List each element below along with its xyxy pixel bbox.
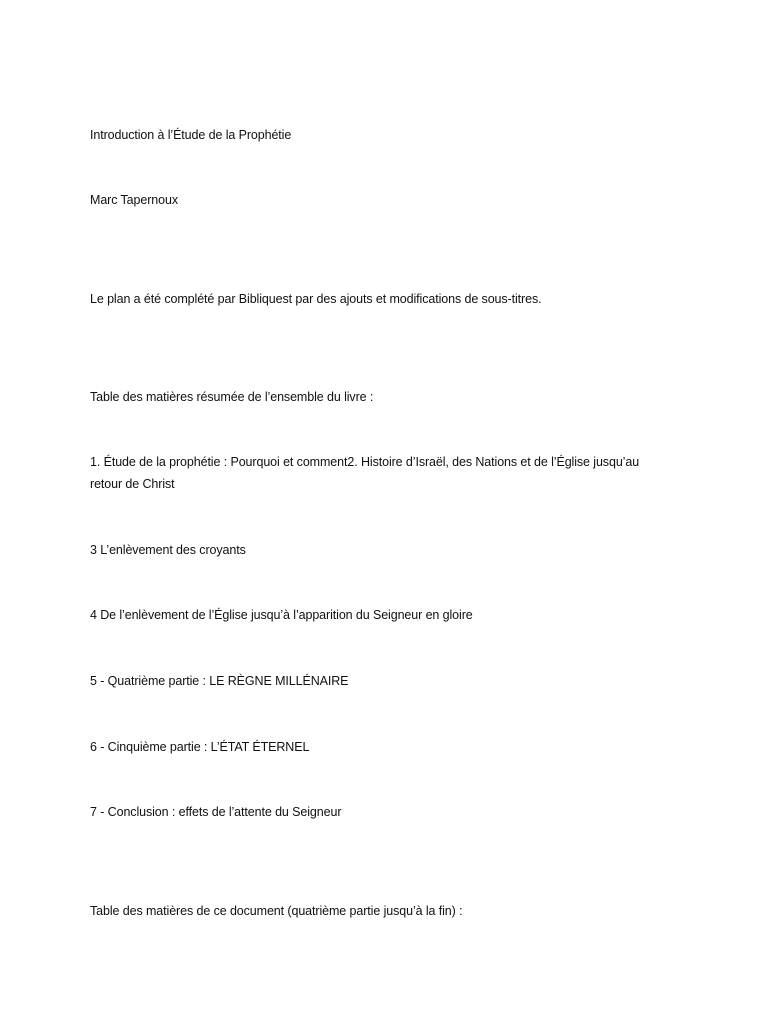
toc-item: 1. Étude de la prophétie : Pourquoi et comment2. Histoire d’Israël, des Nations et de l’Église jusqu’au retour de Christ: [90, 455, 640, 491]
toc-item: 4 De l’enlèvement de l’Église jusqu’à l’apparition du Seigneur en gloire: [90, 608, 473, 622]
toc-item: 6 - Cinquième partie : L’ÉTAT ÉTERNEL: [90, 740, 310, 754]
toc-item: 3 L’enlèvement des croyants: [90, 543, 246, 557]
document-author: Marc Tapernoux: [90, 193, 178, 207]
document-title: Introduction à l’Étude de la Prophétie: [90, 128, 292, 142]
plan-note: Le plan a été complété par Bibliquest par des ajouts et modifications de sous-titres.: [90, 292, 542, 306]
toc-summary-heading: Table des matières résumée de l’ensemble du livre :: [90, 390, 374, 404]
toc-item: 7 - Conclusion : effets de l’attente du Seigneur: [90, 805, 342, 819]
toc-item: 5 - Quatrième partie : LE RÈGNE MILLÉNAIRE: [90, 674, 349, 688]
toc-document-heading: Table des matières de ce document (quatrième partie jusqu’à la fin) :: [90, 904, 463, 918]
